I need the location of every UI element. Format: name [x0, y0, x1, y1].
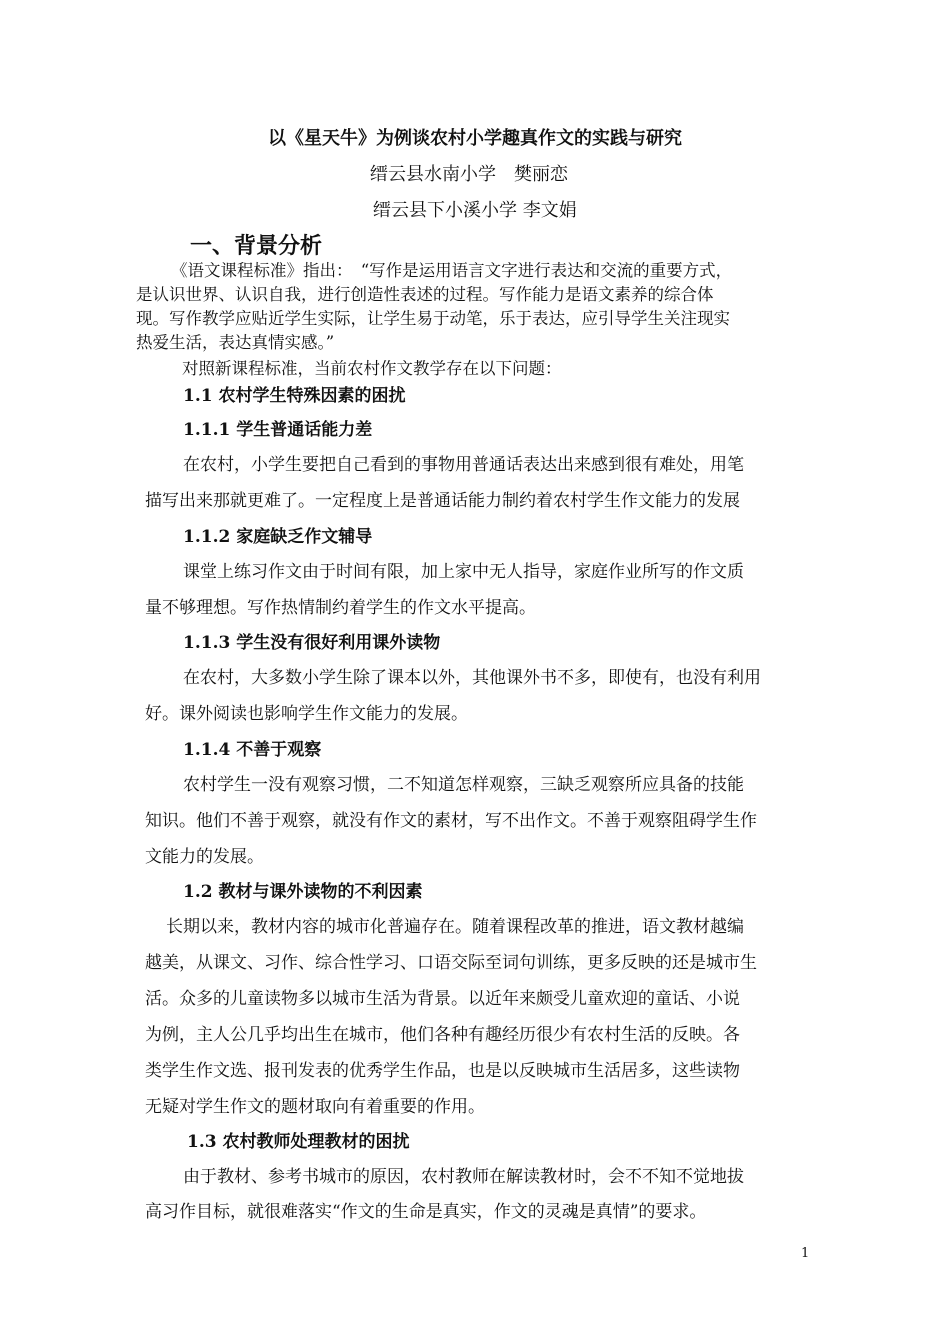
- para1-line: 现。写作教学应贴近学生实际，让学生易于动笔，乐于表达，应引导学生关注现实: [136, 309, 730, 328]
- para-1-2-line: 类学生作文选、报刊发表的优秀学生作品，也是以反映城市生活居多，这些读物: [145, 1061, 740, 1081]
- para-1-1-4-line: 知识。他们不善于观察，就没有作文的素材，写不出作文。不善于观察阻碍学生作: [145, 811, 757, 831]
- para2: 对照新课程标准，当前农村作文教学存在以下问题：: [182, 359, 562, 378]
- para-1-2-line: 活。众多的儿童读物多以城市生活为背景。以近年来颇受儿童欢迎的童话、小说: [145, 989, 740, 1009]
- para-1-3-line: 高习作目标，就很难落实“作文的生命是真实，作文的灵魂是真情”的要求。: [145, 1202, 707, 1222]
- para-1-3-line: 由于教材、参考书城市的原因，农村教师在解读教材时，会不不知不觉地拔: [183, 1167, 744, 1187]
- heading-1-3: 1.3 农村教师处理教材的困扰: [187, 1132, 410, 1152]
- para1-line: 热爱生活，表达真情实感。”: [136, 333, 335, 352]
- document-title: 以《星天牛》为例谈农村小学趣真作文的实践与研究: [268, 128, 682, 149]
- para-1-2-line: 越美，从课文、习作、综合性学习、口语交际至词句训练，更多反映的还是城市生: [145, 953, 757, 973]
- heading-1-2: 1.2 教材与课外读物的不利因素: [183, 882, 423, 902]
- section-heading-background: 一、背景分析: [190, 233, 323, 259]
- heading-1-1-1: 1.1.1 学生普通话能力差: [183, 420, 373, 440]
- para-1-1-4-line: 文能力的发展。: [145, 847, 264, 867]
- para-1-1-3-line: 在农村，大多数小学生除了课本以外，其他课外书不多，即使有，也没有利用: [183, 668, 761, 688]
- para-1-2-line: 无疑对学生作文的题材取向有着重要的作用。: [145, 1097, 485, 1117]
- para-1-1-3-line: 好。课外阅读也影响学生作文能力的发展。: [145, 704, 468, 724]
- para-1-2-line: 为例，主人公几乎均出生在城市，他们各种有趣经历很少有农村生活的反映。各: [145, 1025, 740, 1045]
- page-number: 1: [801, 1246, 810, 1261]
- para-1-1-1-line: 描写出来那就更难了。一定程度上是普通话能力制约着农村学生作文能力的发展: [145, 491, 740, 511]
- author-line-2: 缙云县下小溪小学 李文娟: [373, 200, 577, 221]
- heading-1-1-3: 1.1.3 学生没有很好利用课外读物: [183, 633, 441, 653]
- para-1-1-1-line: 在农村，小学生要把自己看到的事物用普通话表达出来感到很有难处，用笔: [183, 455, 744, 475]
- para-1-1-2-line: 课堂上练习作文由于时间有限，加上家中无人指导，家庭作业所写的作文质: [183, 562, 744, 582]
- author-line-1: 缙云县水南小学 樊丽恋: [370, 164, 568, 185]
- para1-line: 《语文课程标准》指出： “写作是运用语言文字进行表达和交流的重要方式，: [171, 261, 733, 280]
- para-1-1-2-line: 量不够理想。写作热情制约着学生的作文水平提高。: [145, 598, 536, 618]
- para1-line: 是认识世界、认识自我，进行创造性表述的过程。写作能力是语文素养的综合体: [136, 285, 714, 304]
- para-1-2-line: 长期以来，教材内容的城市化普遍存在。随着课程改革的推进，语文教材越编: [166, 917, 744, 937]
- heading-1-1-2: 1.1.2 家庭缺乏作文辅导: [183, 527, 373, 547]
- heading-1-1-4: 1.1.4 不善于观察: [183, 740, 322, 760]
- para-1-1-4-line: 农村学生一没有观察习惯，二不知道怎样观察，三缺乏观察所应具备的技能: [183, 775, 744, 795]
- heading-1-1: 1.1 农村学生特殊因素的困扰: [183, 386, 406, 406]
